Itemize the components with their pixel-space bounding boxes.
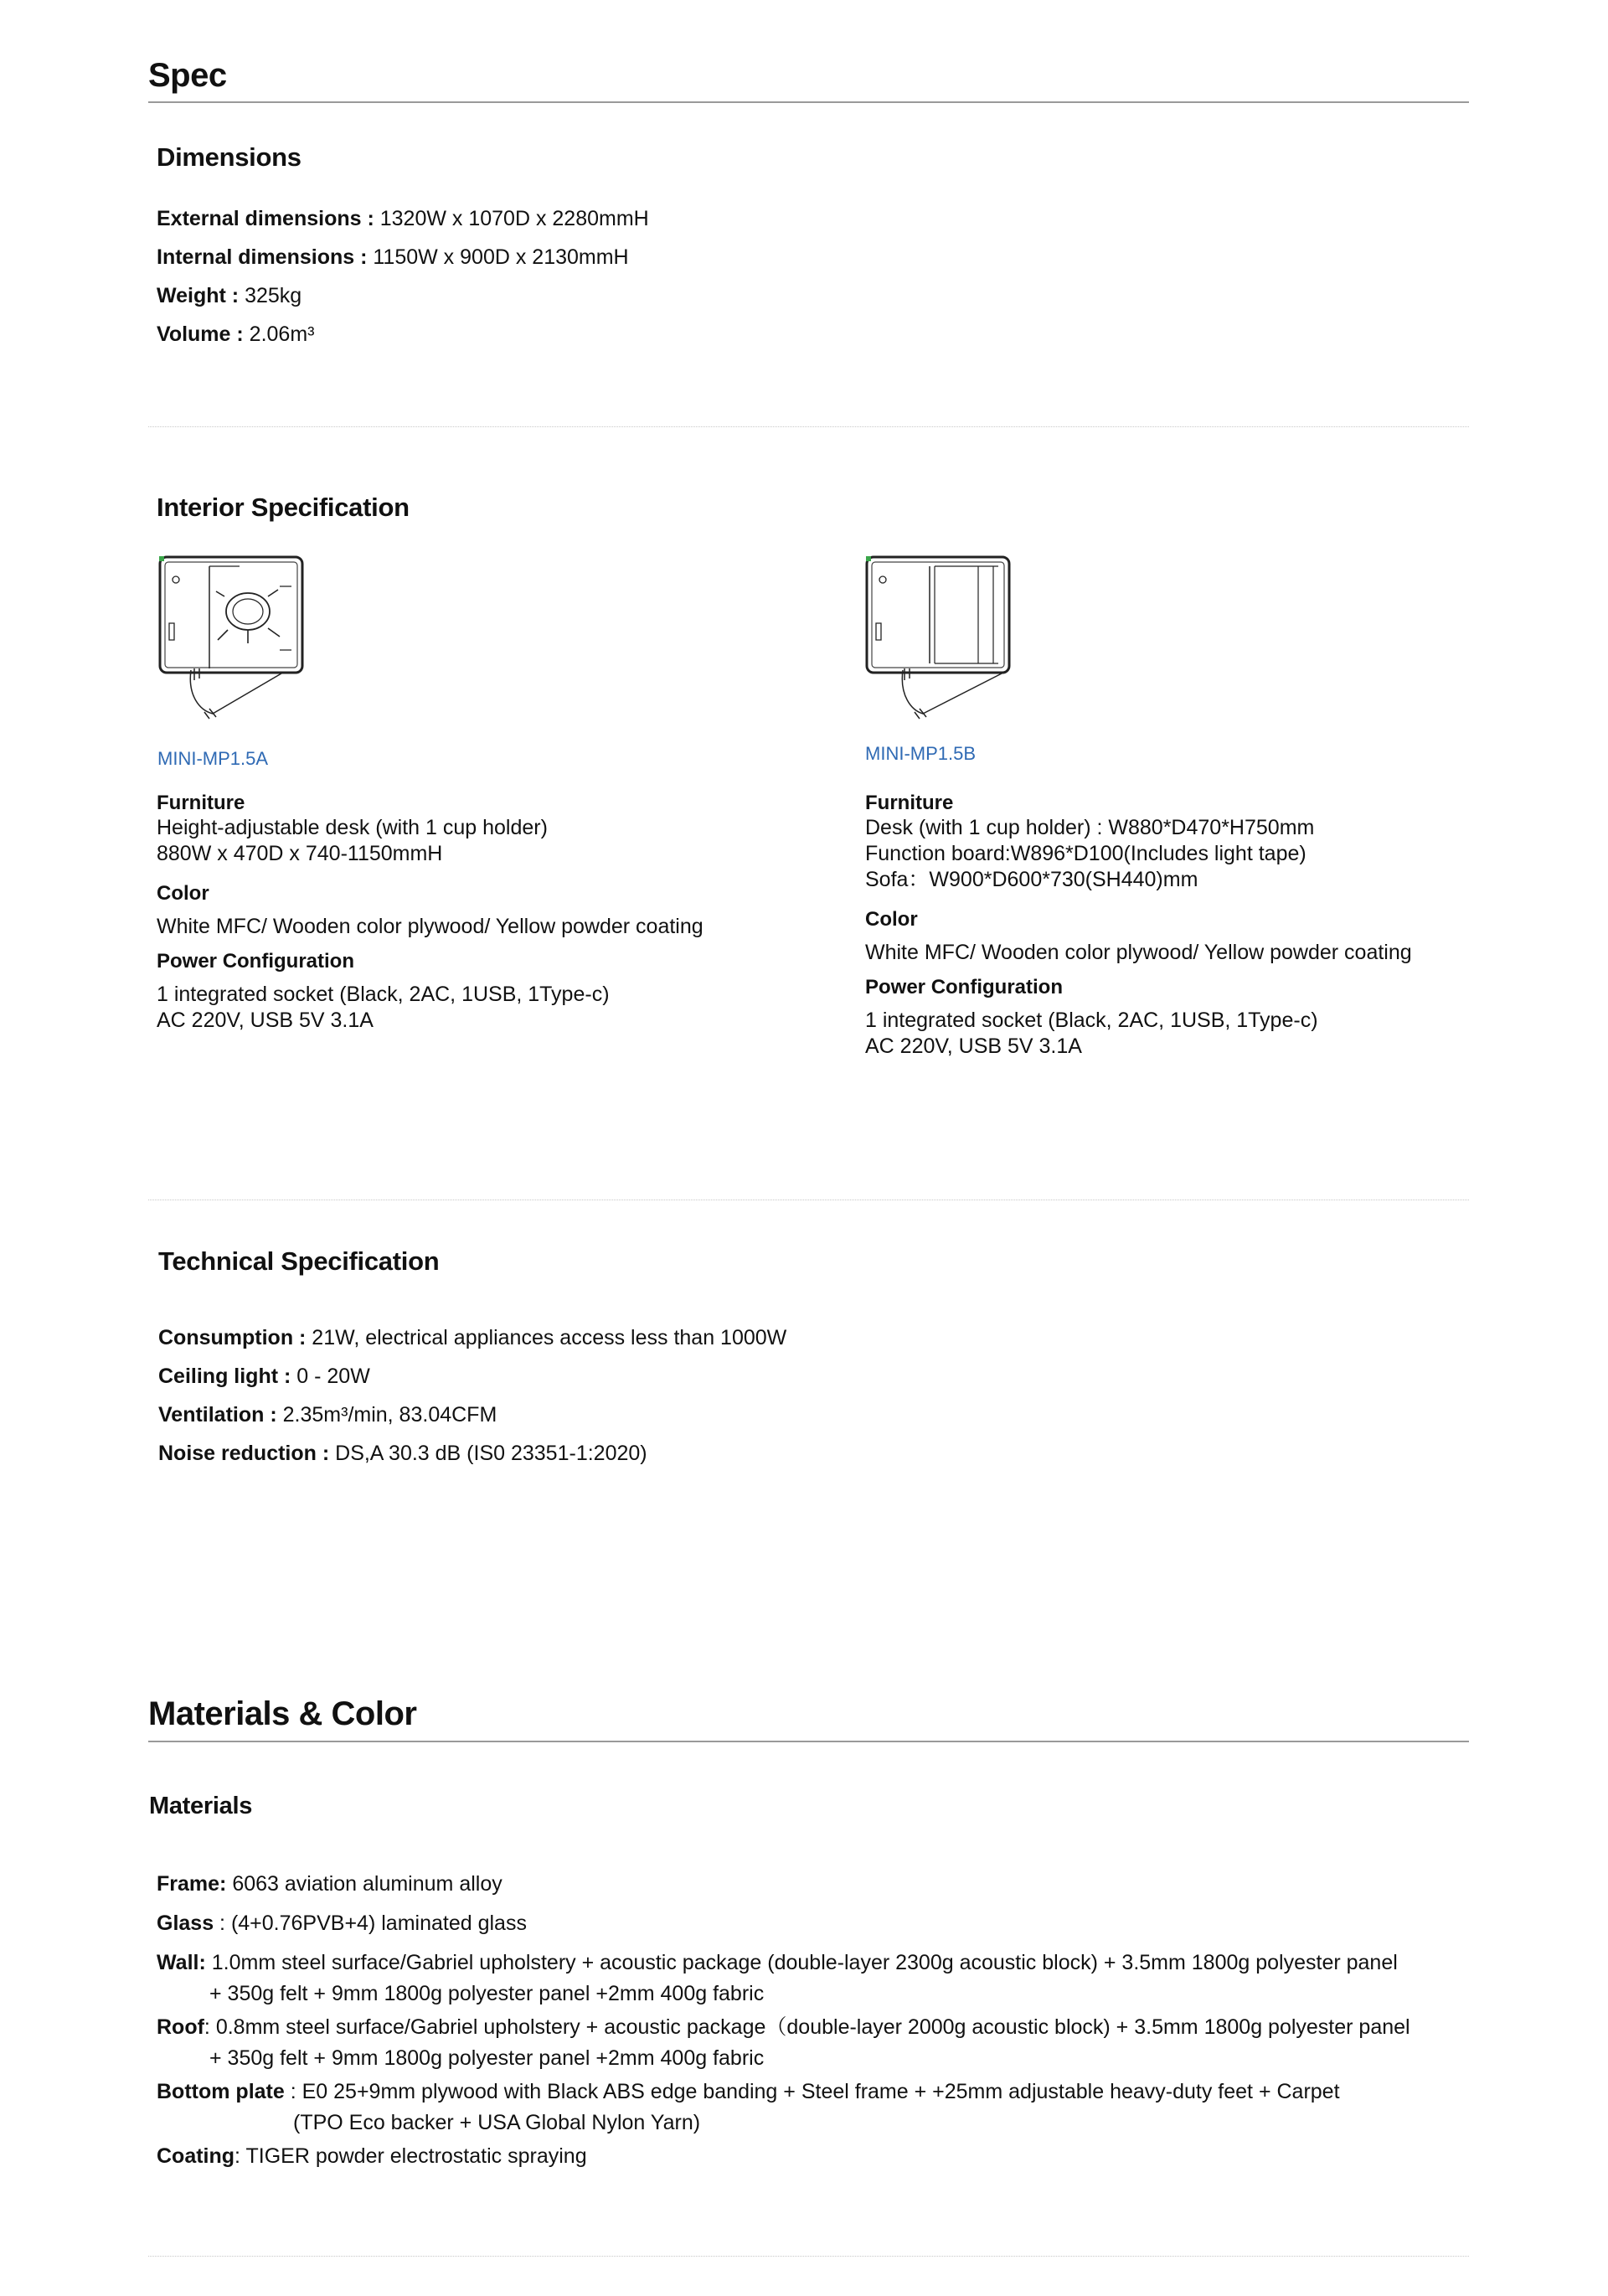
power-line: 1 integrated socket (Black, 2AC, 1USB, 1Type-c) xyxy=(157,983,610,1006)
materials-title-rule xyxy=(148,1741,1469,1742)
technical-list xyxy=(158,1318,786,1473)
dimension-row: Internal dimensions : 1150W x 900D x 2130mmH xyxy=(157,245,629,269)
furniture-line: Function board:W896*D100(Includes light tape) xyxy=(865,842,1306,865)
interior-b-details xyxy=(865,792,1412,1060)
interior-title: Interior Specification xyxy=(157,493,410,522)
technical-row: Noise reduction : DS,A 30.3 dB (IS0 23351-1:2020) xyxy=(158,1442,647,1465)
furniture-line: 880W x 470D x 740-1150mmH xyxy=(157,842,443,865)
power-line: 1 integrated socket (Black, 2AC, 1USB, 1Type-c) xyxy=(865,1009,1318,1032)
material-row: Roof: 0.8mm steel surface/Gabriel upholstery + acoustic package（double-layer 2000g acoustic block) + 3.5mm 1800g polyester panel xyxy=(157,2015,1410,2039)
color-label: Color xyxy=(157,882,209,905)
material-row: Bottom plate : E0 25+9mm plywood with Black ABS edge banding + Steel frame + +25mm adjustable heavy-duty feet + Carpet xyxy=(157,2080,1340,2103)
materials-list xyxy=(157,1869,1410,2172)
technical-row: Ventilation : 2.35m³/min, 83.04CFM xyxy=(158,1403,497,1427)
floor-plan-b-drawing xyxy=(864,553,1015,729)
power-line: AC 220V, USB 5V 3.1A xyxy=(157,1009,374,1032)
technical-row: Consumption : 21W, electrical appliances access less than 1000W xyxy=(158,1326,787,1349)
dimension-row: Weight : 325kg xyxy=(157,284,302,307)
spec-title-rule xyxy=(148,101,1469,103)
materials-color-title: Materials & Color xyxy=(148,1695,417,1732)
technical-title: Technical Specification xyxy=(158,1246,440,1276)
dimension-row: External dimensions : 1320W x 1070D x 2280mmH xyxy=(157,207,649,230)
spec-title: Spec xyxy=(148,57,227,94)
furniture-label: Furniture xyxy=(865,792,954,814)
color-value: White MFC/ Wooden color plywood/ Yellow powder coating xyxy=(157,915,704,938)
material-row-continuation: + 350g felt + 9mm 1800g polyester panel +2mm 400g fabric xyxy=(209,2046,765,2070)
section-divider xyxy=(148,426,1469,427)
interior-a-details xyxy=(157,792,704,1034)
material-row: Frame: 6063 aviation aluminum alloy xyxy=(157,1872,502,1896)
model-label-b: MINI-MP1.5B xyxy=(865,743,977,764)
model-label-a: MINI-MP1.5A xyxy=(157,748,269,769)
material-row: Glass : (4+0.76PVB+4) laminated glass xyxy=(157,1912,527,1935)
material-row-continuation: (TPO Eco backer + USA Global Nylon Yarn) xyxy=(293,2111,701,2134)
dimension-row: Volume : 2.06m³ xyxy=(157,322,315,346)
floor-plan-a-drawing xyxy=(157,553,308,729)
material-row-continuation: + 350g felt + 9mm 1800g polyester panel +2mm 400g fabric xyxy=(209,1982,765,2005)
technical-row: Ceiling light : 0 - 20W xyxy=(158,1365,370,1388)
dimensions-title: Dimensions xyxy=(157,142,302,172)
furniture-label: Furniture xyxy=(157,792,245,814)
dimensions-list xyxy=(157,199,649,353)
section-divider xyxy=(148,2256,1469,2257)
material-row: Wall: 1.0mm steel surface/Gabriel upholstery + acoustic package (double-layer 2300g acoustic block) + 3.5mm 1800g polyester panel xyxy=(157,1951,1398,1974)
color-value: White MFC/ Wooden color plywood/ Yellow powder coating xyxy=(865,941,1412,964)
furniture-line: Height-adjustable desk (with 1 cup holder) xyxy=(157,816,548,839)
accent-dot-icon xyxy=(159,556,164,561)
power-label: Power Configuration xyxy=(865,976,1063,998)
color-label: Color xyxy=(865,908,918,931)
material-row: Coating: TIGER powder electrostatic spraying xyxy=(157,2144,587,2168)
accent-dot-icon xyxy=(866,556,871,561)
power-label: Power Configuration xyxy=(157,950,354,973)
furniture-line: Desk (with 1 cup holder) : W880*D470*H750mm xyxy=(865,816,1315,839)
power-line: AC 220V, USB 5V 3.1A xyxy=(865,1034,1082,1058)
materials-subtitle: Materials xyxy=(149,1793,253,1819)
furniture-line: Sofa：W900*D600*730(SH440)mm xyxy=(865,868,1198,891)
